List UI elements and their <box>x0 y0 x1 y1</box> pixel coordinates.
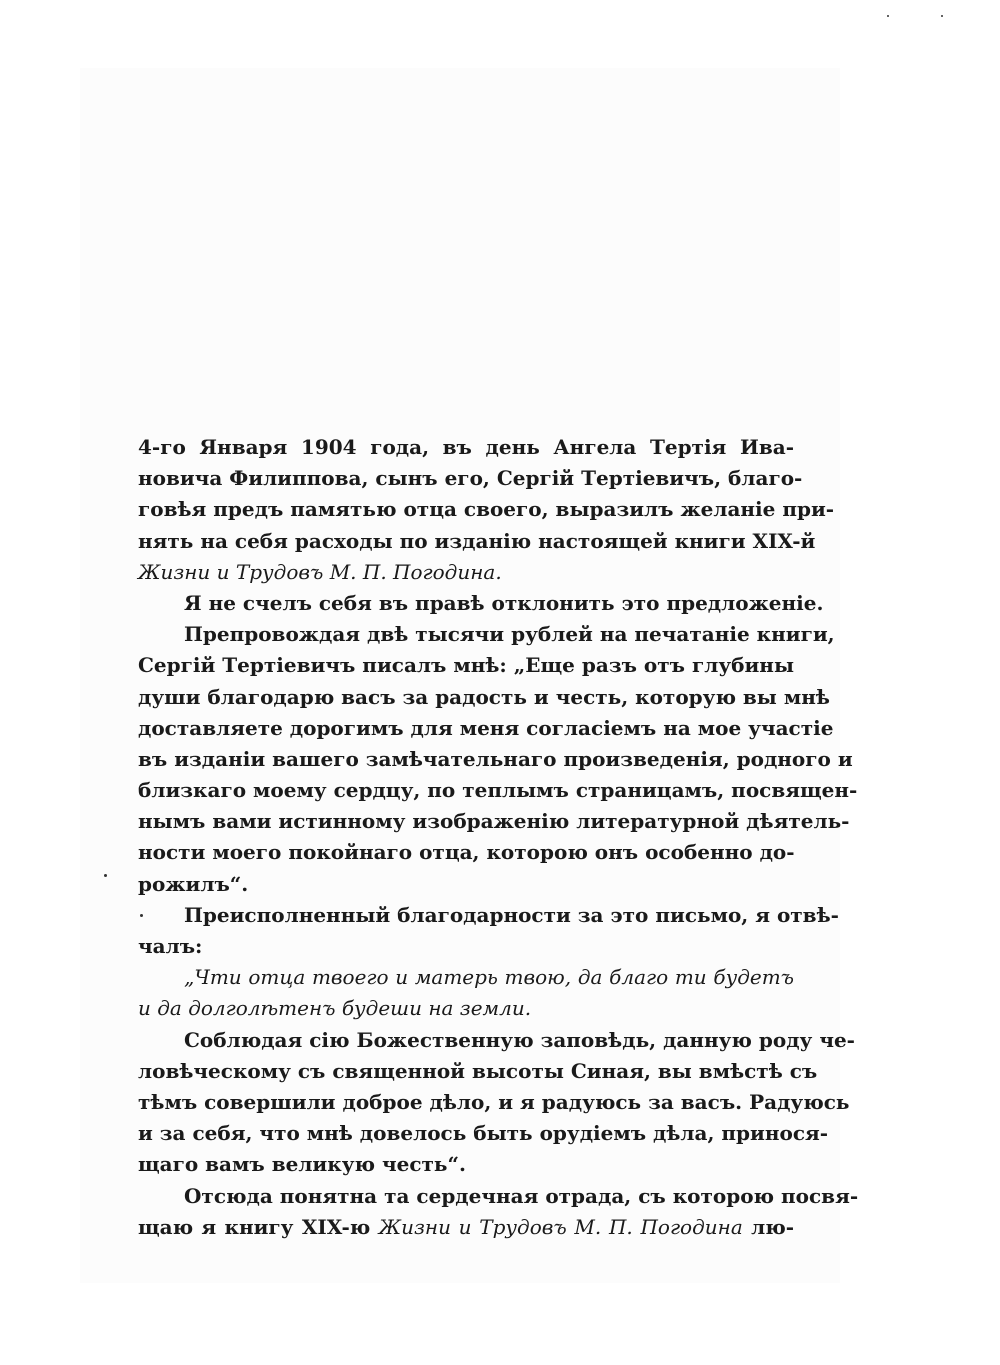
text-line: Я не счелъ себя въ правѣ отклонить это предложеніе. <box>184 590 824 615</box>
text-line: Сергій Тертіевичъ писалъ мнѣ: „Еще разъ отъ глубины <box>138 653 794 678</box>
text-line: близкаго моему сердцу, по теплымъ страницамъ, посвящен- <box>138 778 858 803</box>
text-line: говѣя предъ памятью отца своего, выразилъ желаніе при- <box>138 497 835 522</box>
text-line: въ изданіи вашего замѣчательнаго произведенія, родного и <box>138 746 853 771</box>
quote-line: и да долголѣтенъ будеши на земли. <box>138 996 532 1021</box>
text-line: тѣмъ совершили доброе дѣло, и я радуюсь за васъ. Радуюсь <box>138 1089 850 1114</box>
text-line: ловѣческому съ священной высоты Синая, вы вмѣстѣ съ <box>138 1058 818 1083</box>
text-line: души благодарю васъ за радость и честь, которую вы мнѣ <box>138 684 830 709</box>
body-text <box>138 432 859 1243</box>
quote-line: „Чти отца твоего и матерь твою, да благо ти будетъ <box>184 965 794 990</box>
text-line: нымъ вами истинному изображенію литературной дѣятель- <box>138 809 850 834</box>
text-line: чалъ: <box>138 934 203 958</box>
text-fragment: лю- <box>751 1214 795 1239</box>
scan-speck <box>887 15 889 17</box>
text-line: щаго вамъ великую честь“. <box>138 1152 466 1177</box>
text-line: и за себя, что мнѣ довелось быть орудіемъ дѣла, принося- <box>138 1121 829 1146</box>
text-line: Соблюдая сію Божественную заповѣдь, данную роду че- <box>184 1027 855 1052</box>
text-line: 4-го Января 1904 года, въ день Ангела Тертія Ива- <box>138 435 794 459</box>
text-line: Жизни и Трудовъ М. П. Погодина. <box>138 559 502 584</box>
text-line: новича Филиппова, сынъ его, Сергій Тертіевичъ, благо- <box>138 466 803 491</box>
text-line: ности моего покойнаго отца, которою онъ особенно до- <box>138 840 795 865</box>
text-line-mixed <box>138 1212 794 1243</box>
text-line: Препровождая двѣ тысячи рублей на печатаніе книги, <box>184 622 835 647</box>
text-fragment: щаю я книгу <box>138 1214 294 1239</box>
text-line: Преисполненный благодарности за это письмо, я отвѣ- <box>184 902 839 927</box>
scan-speck <box>104 874 107 877</box>
text-line: доставляете дорогимъ для меня согласіемъ на мое участіе <box>138 715 834 740</box>
text-line: Отсюда понятна та сердечная отрада, съ которою посвя- <box>184 1183 859 1208</box>
scan-speck <box>941 15 943 17</box>
text-line: нять на себя расходы по изданію настоящей книги XIX-й <box>138 528 816 553</box>
roman-numeral: XIX-ю <box>301 1214 371 1239</box>
text-line: рожилъ“. <box>138 871 249 896</box>
book-title: Жизни и Трудовъ М. П. Погодина <box>378 1214 743 1239</box>
